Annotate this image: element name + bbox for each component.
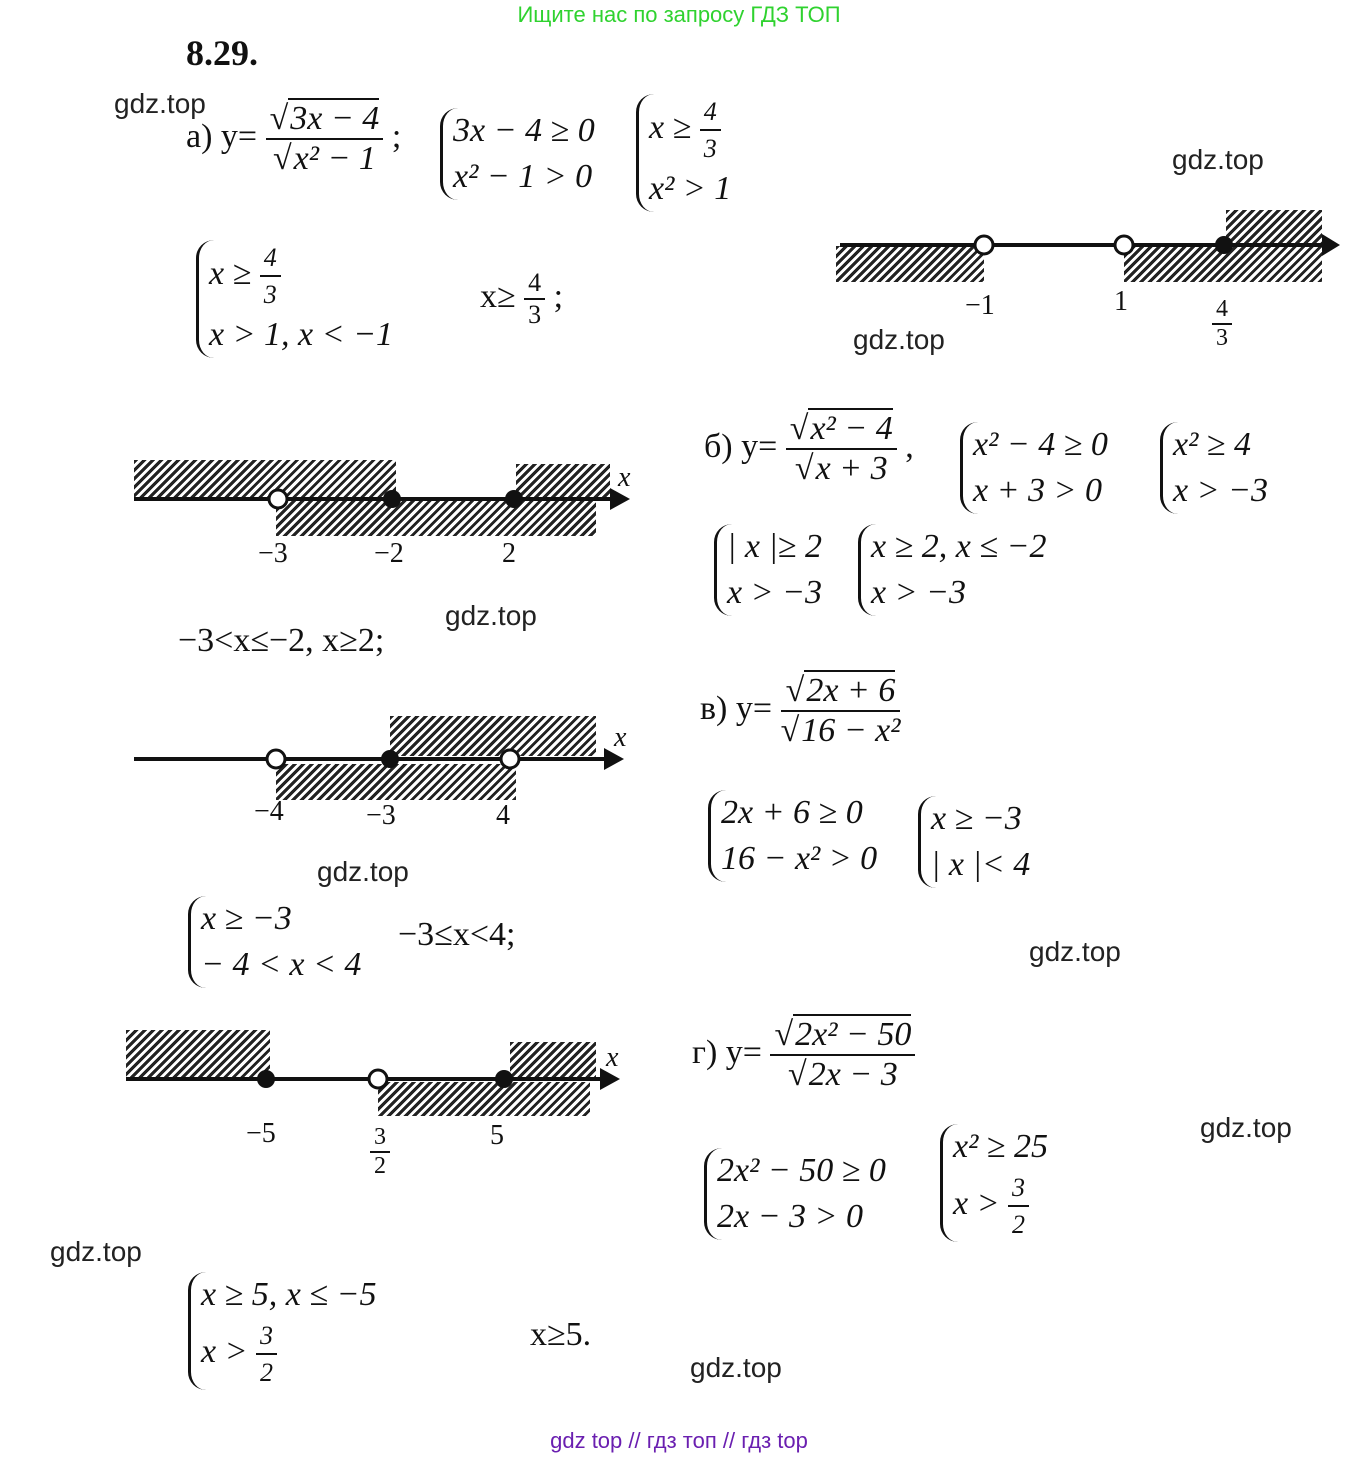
part-a-number-line <box>836 230 1346 264</box>
tick-label: −2 <box>374 538 404 569</box>
part-v-function: в) y= $\frac{√2x + 6}{\text{√16 − x²}}$ <box>700 672 901 749</box>
open-point <box>1115 236 1133 254</box>
tick-label: −1 <box>965 290 995 321</box>
watermark: gdz.top <box>690 1352 782 1383</box>
watermark: gdz.top <box>317 856 409 887</box>
part-v-system-3: x ≥ −3 − 4 < x < 4 <box>188 896 361 988</box>
part-a-function: а) y= $\frac{√3x - 4}{\text{√x² − 1}}$ ; <box>186 100 402 177</box>
part-v-number-line <box>134 744 634 778</box>
footer-links[interactable]: gdz top // гдз топ // гдз top <box>550 1428 808 1453</box>
tick-label: −4 <box>254 796 284 827</box>
top-banner: Ищите нас по запросу ГДЗ ТОП <box>517 2 841 27</box>
open-point <box>267 750 285 768</box>
watermark: gdz.top <box>445 600 537 631</box>
closed-point <box>257 1070 275 1088</box>
part-a-system-1: 3x − 4 ≥ 0 x² − 1 > 0 <box>440 108 595 200</box>
part-a-answer: x≥ $\frac{4}{3}$ ; <box>480 268 564 329</box>
part-b-system-3: | x |≥ 2 x > −3 <box>714 524 822 616</box>
axis-label: x <box>614 722 627 753</box>
problem-number: 8.29. <box>186 33 258 73</box>
tick-label: 4 <box>496 800 510 831</box>
part-g-system-1: 2x² − 50 ≥ 0 2x − 3 > 0 <box>704 1148 886 1240</box>
part-b-answer: −3<x≤−2, x≥2; <box>178 622 385 659</box>
tick-label: −3 <box>366 800 396 831</box>
open-point <box>369 1070 387 1088</box>
part-v-answer: −3≤x<4; <box>398 916 516 953</box>
open-point <box>975 236 993 254</box>
closed-point <box>1215 236 1233 254</box>
open-point <box>501 750 519 768</box>
watermark: gdz.top <box>853 324 945 355</box>
part-b-number-line <box>134 484 634 518</box>
tick-label: 1 <box>1114 286 1128 317</box>
watermark: gdz.top <box>114 88 206 119</box>
part-g-number-line <box>126 1064 626 1098</box>
part-g-function: г) y= $\frac{\text{√2x² − 50}}{√2x - 3}$ <box>692 1016 915 1094</box>
tick-label-fraction: $\frac{3}{2}$ <box>370 1124 390 1180</box>
part-g-system-3: x ≥ 5, x ≤ −5 x > $\frac{3}{2}$ <box>188 1272 376 1390</box>
closed-point <box>505 490 523 508</box>
part-g-answer: x≥5. <box>530 1316 592 1353</box>
part-a-system-3: x ≥ $\frac{4}{3}$ x > 1, x < −1 <box>196 240 393 358</box>
part-g-system-2: x² ≥ 25 x > $\frac{3}{2}$ <box>940 1124 1048 1242</box>
tick-label: 5 <box>490 1120 504 1151</box>
part-b-system-1: x² − 4 ≥ 0 x + 3 > 0 <box>960 422 1108 514</box>
part-b-system-2: x² ≥ 4 x > −3 <box>1160 422 1268 514</box>
closed-point <box>495 1070 513 1088</box>
tick-label: −3 <box>258 538 288 569</box>
watermark: gdz.top <box>1200 1112 1292 1143</box>
axis-label: x <box>618 462 631 493</box>
part-v-system-2: x ≥ −3 | x |< 4 <box>918 796 1030 888</box>
closed-point <box>383 490 401 508</box>
tick-label-fraction: $\frac{4}{3}$ <box>1212 296 1232 352</box>
closed-point <box>381 750 399 768</box>
watermark: gdz.top <box>1172 144 1264 175</box>
part-b-system-4: x ≥ 2, x ≤ −2 x > −3 <box>858 524 1046 616</box>
axis-label: x <box>606 1042 619 1073</box>
part-b-function: б) y= $\frac{\text{√x² − 4}}{√x + 3}$ , <box>704 410 914 487</box>
part-a-system-2: x ≥ $\frac{4}{3}$ x² > 1 <box>636 94 731 212</box>
watermark: gdz.top <box>50 1236 142 1267</box>
open-point <box>269 490 287 508</box>
tick-label: 2 <box>502 538 516 569</box>
tick-label: −5 <box>246 1118 276 1149</box>
watermark: gdz.top <box>1029 936 1121 967</box>
part-v-system-1: 2x + 6 ≥ 0 16 − x² > 0 <box>708 790 877 882</box>
